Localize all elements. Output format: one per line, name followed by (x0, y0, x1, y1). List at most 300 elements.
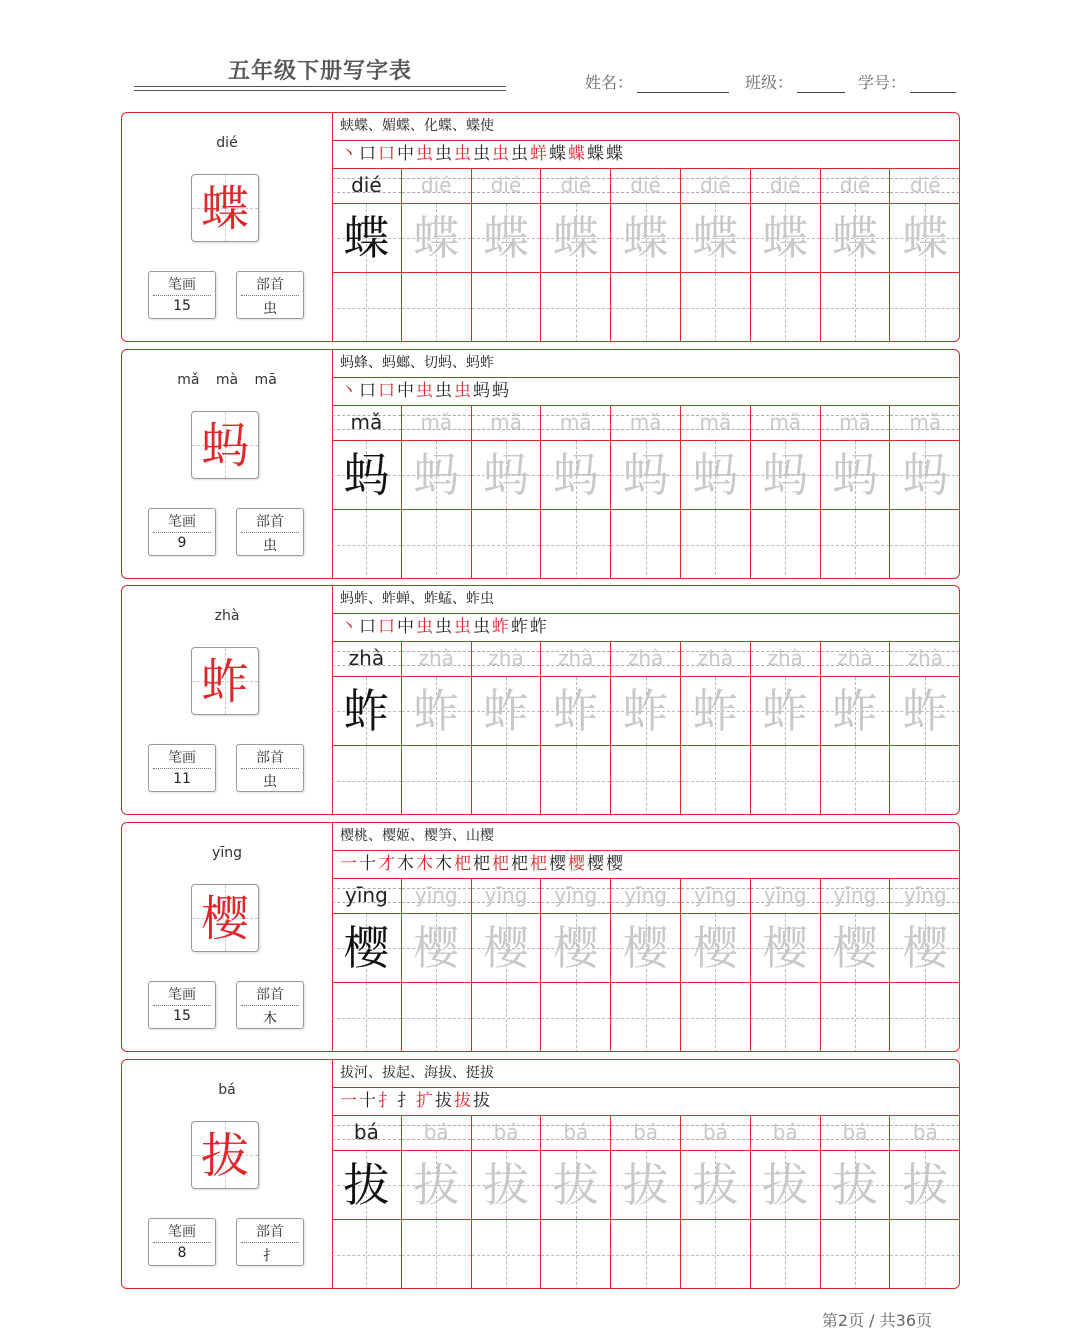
trace-character-cell[interactable] (751, 914, 821, 983)
pinyin-text: bá (772, 1120, 798, 1144)
pinyin-text: mǎ (350, 410, 383, 434)
practice-character: 蚱 (692, 684, 739, 738)
stroke-step: 蛘 (530, 144, 549, 164)
empty-writing-cell[interactable] (751, 746, 821, 815)
empty-writing-cell[interactable] (611, 510, 681, 579)
trace-character-cell[interactable] (611, 914, 681, 983)
pinyin-cell[interactable] (890, 169, 960, 204)
empty-writing-cell[interactable] (751, 1220, 821, 1289)
writing-grid (332, 169, 959, 342)
empty-writing-cell[interactable] (472, 273, 542, 342)
pinyin-cell[interactable] (751, 879, 821, 914)
pinyin-cell[interactable] (751, 406, 821, 441)
trace-character-cell[interactable] (402, 914, 472, 983)
stroke-step: 中 (397, 617, 416, 637)
writing-grid (332, 879, 959, 1052)
empty-writing-cell[interactable] (821, 273, 891, 342)
stroke-step: 樱 (549, 854, 568, 874)
stroke-step: 虫 (454, 144, 473, 164)
stroke-step: 蚂 (492, 381, 511, 401)
trace-character-cell[interactable] (681, 204, 751, 273)
radical-label: 部首 (256, 750, 284, 766)
writing-grid (332, 406, 959, 579)
practice-character: 蚱 (343, 684, 390, 738)
trace-character-cell[interactable] (611, 441, 681, 510)
pinyin-text: dié (700, 173, 731, 197)
pinyin-cell[interactable] (472, 642, 542, 677)
practice-character: 拔 (622, 1158, 669, 1212)
practice-character: 拔 (831, 1158, 878, 1212)
stroke-step: 杷 (530, 854, 549, 874)
worksheet-header (134, 50, 506, 94)
empty-writing-cell[interactable] (472, 983, 542, 1052)
empty-writing-cell[interactable] (681, 983, 751, 1052)
trace-character-cell[interactable] (821, 204, 891, 273)
empty-writing-cell[interactable] (890, 983, 960, 1052)
trace-character-cell[interactable] (890, 204, 960, 273)
empty-writing-cell[interactable] (681, 510, 751, 579)
trace-character-cell[interactable] (821, 441, 891, 510)
pinyin-cell[interactable] (541, 169, 611, 204)
stroke-step: 虫 (435, 144, 454, 164)
character-display-box (191, 174, 259, 242)
pinyin-cell[interactable] (472, 879, 542, 914)
name-blank[interactable] (637, 74, 729, 93)
pinyin-cell[interactable] (681, 879, 751, 914)
character-display: 蚂 (200, 418, 249, 474)
stroke-step: 樱 (606, 854, 625, 874)
stroke-count-box (148, 744, 216, 792)
pinyin-text: yīng (345, 883, 388, 907)
stroke-step: 蝶 (568, 144, 587, 164)
pinyin-cell[interactable] (541, 879, 611, 914)
stroke-count-label: 笔画 (168, 987, 196, 1003)
trace-character-cell[interactable] (402, 1151, 472, 1220)
trace-character-cell[interactable] (472, 914, 542, 983)
empty-writing-cell[interactable] (472, 510, 542, 579)
radical-value: 虫 (263, 774, 277, 790)
model-character-cell[interactable] (332, 677, 402, 746)
empty-writing-cell[interactable] (821, 983, 891, 1052)
practice-area (332, 350, 959, 578)
practice-area (332, 113, 959, 341)
pinyin-cell[interactable] (472, 1116, 542, 1151)
pinyin-text: zhà (627, 646, 664, 670)
pinyin-readings: zhà (214, 608, 240, 624)
stroke-count-value: 8 (177, 1245, 187, 1261)
stroke-step: 蚂 (473, 381, 492, 401)
practice-character: 拔 (762, 1158, 809, 1212)
practice-character: 蚂 (343, 448, 390, 502)
model-character-cell[interactable] (332, 204, 402, 273)
pinyin-cell[interactable] (890, 406, 960, 441)
pinyin-cell[interactable] (751, 169, 821, 204)
stroke-count-label: 笔画 (168, 750, 196, 766)
pinyin-cell[interactable] (541, 406, 611, 441)
empty-writing-cell[interactable] (890, 273, 960, 342)
stroke-count-box (148, 271, 216, 319)
empty-writing-cell[interactable] (332, 273, 402, 342)
pinyin-cell[interactable] (332, 1116, 402, 1151)
trace-character-cell[interactable] (541, 1151, 611, 1220)
student-id-label: 学号： (858, 73, 907, 92)
practice-character: 蚱 (552, 684, 599, 738)
trace-character-cell[interactable] (541, 204, 611, 273)
class-blank[interactable] (797, 74, 845, 93)
radical-box (236, 744, 304, 792)
pinyin-cell[interactable] (890, 642, 960, 677)
character-card (121, 585, 960, 815)
empty-writing-cell[interactable] (541, 510, 611, 579)
trace-character-cell[interactable] (541, 441, 611, 510)
trace-character-cell[interactable] (611, 1151, 681, 1220)
stroke-count-label: 笔画 (168, 1224, 196, 1240)
pinyin-cell[interactable] (890, 1116, 960, 1151)
pinyin-text: mǎ (629, 410, 662, 434)
character-card (121, 822, 960, 1052)
empty-writing-cell[interactable] (332, 1220, 402, 1289)
pinyin-cell[interactable] (821, 642, 891, 677)
stroke-step: 蚱 (492, 617, 511, 637)
empty-writing-cell[interactable] (472, 1220, 542, 1289)
practice-character: 蝶 (343, 211, 390, 265)
empty-writing-cell[interactable] (821, 746, 891, 815)
stroke-step: 木 (435, 854, 454, 874)
stroke-order (332, 613, 959, 642)
empty-writing-cell[interactable] (541, 273, 611, 342)
empty-writing-cell[interactable] (751, 273, 821, 342)
trace-character-cell[interactable] (681, 1151, 751, 1220)
stroke-step: 虫 (416, 144, 435, 164)
practice-character: 拔 (413, 1158, 460, 1212)
pinyin-cell[interactable] (611, 169, 681, 204)
character-card (121, 349, 960, 579)
empty-writing-cell[interactable] (472, 746, 542, 815)
pinyin-cell[interactable] (472, 406, 542, 441)
pinyin-cell[interactable] (472, 169, 542, 204)
empty-writing-cell[interactable] (402, 510, 472, 579)
trace-character-cell[interactable] (611, 677, 681, 746)
trace-character-cell[interactable] (472, 441, 542, 510)
trace-character-cell[interactable] (472, 1151, 542, 1220)
empty-writing-cell[interactable] (890, 510, 960, 579)
stroke-step: 口 (378, 144, 397, 164)
character-display: 蚱 (200, 654, 249, 710)
stroke-step: 杷 (454, 854, 473, 874)
pinyin-cell[interactable] (611, 406, 681, 441)
trace-character-cell[interactable] (472, 677, 542, 746)
class-label: 班级： (745, 73, 794, 92)
pinyin-text: mǎ (699, 410, 732, 434)
pinyin-cell[interactable] (332, 642, 402, 677)
empty-writing-cell[interactable] (890, 1220, 960, 1289)
title-underline (134, 86, 506, 87)
empty-writing-cell[interactable] (541, 746, 611, 815)
practice-character: 拔 (552, 1158, 599, 1212)
pinyin-cell[interactable] (821, 1116, 891, 1151)
pinyin-cell[interactable] (402, 642, 472, 677)
practice-character: 拔 (692, 1158, 739, 1212)
example-words: 樱桃、樱姬、樱笋、山樱 (332, 823, 959, 851)
stroke-count-box (148, 981, 216, 1029)
practice-character: 蚂 (831, 448, 878, 502)
pinyin-cell[interactable] (402, 406, 472, 441)
practice-character: 蚱 (413, 684, 460, 738)
trace-character-cell[interactable] (751, 204, 821, 273)
character-info-panel (122, 350, 333, 578)
stroke-count-box (148, 508, 216, 556)
practice-character: 樱 (902, 921, 949, 975)
empty-writing-cell[interactable] (541, 1220, 611, 1289)
class-field[interactable] (745, 70, 845, 93)
example-words: 蚂蚱、蚱蝉、蚱蜢、蚱虫 (332, 586, 959, 614)
stroke-step: 一 (340, 854, 359, 874)
example-words: 蛱蝶、媚蝶、化蝶、蝶使 (332, 113, 959, 141)
pinyin-readings: dié (216, 135, 238, 151)
practice-character: 樱 (343, 921, 390, 975)
radical-label: 部首 (256, 987, 284, 1003)
empty-writing-cell[interactable] (611, 746, 681, 815)
writing-grid (332, 642, 959, 815)
empty-writing-cell[interactable] (332, 510, 402, 579)
pinyin-text: bá (633, 1120, 659, 1144)
empty-writing-cell[interactable] (890, 746, 960, 815)
pinyin-cell[interactable] (751, 642, 821, 677)
trace-character-cell[interactable] (890, 1151, 960, 1220)
pinyin-cell[interactable] (681, 169, 751, 204)
practice-character: 蚱 (902, 684, 949, 738)
pinyin-text: bá (353, 1120, 379, 1144)
pinyin-cell[interactable] (681, 1116, 751, 1151)
practice-character: 蚂 (902, 448, 949, 502)
stroke-step: 丶 (340, 381, 359, 401)
pinyin-text: zhà (767, 646, 803, 670)
radical-label: 部首 (256, 514, 284, 530)
pinyin-cell[interactable] (751, 1116, 821, 1151)
pinyin-text: yīng (484, 883, 528, 907)
practice-character: 蝶 (902, 211, 949, 265)
radical-value: 虫 (263, 301, 277, 317)
stroke-order (332, 850, 959, 879)
stroke-step: 虫 (473, 617, 492, 637)
practice-character: 蝶 (762, 211, 809, 265)
empty-writing-cell[interactable] (611, 1220, 681, 1289)
model-character-cell[interactable] (332, 441, 402, 510)
trace-character-cell[interactable] (541, 914, 611, 983)
model-character-cell[interactable] (332, 914, 402, 983)
pinyin-text: yīng (833, 883, 877, 907)
trace-character-cell[interactable] (890, 441, 960, 510)
stroke-count-value: 15 (173, 298, 191, 314)
pinyin-text: zhà (348, 646, 385, 670)
pinyin-cell[interactable] (541, 1116, 611, 1151)
empty-writing-cell[interactable] (681, 273, 751, 342)
example-words: 蚂蜂、蚂螂、切蚂、蚂蚱 (332, 350, 959, 378)
name-field[interactable] (585, 70, 729, 93)
empty-writing-cell[interactable] (402, 273, 472, 342)
stroke-count-value: 15 (173, 1008, 191, 1024)
empty-writing-cell[interactable] (332, 983, 402, 1052)
empty-writing-cell[interactable] (751, 510, 821, 579)
pinyin-text: yīng (624, 883, 667, 907)
stroke-step: 蚱 (530, 617, 549, 637)
stroke-step: 丶 (340, 144, 359, 164)
pinyin-cell[interactable] (611, 1116, 681, 1151)
stroke-step: 虫 (435, 381, 454, 401)
pinyin-text: mǎ (769, 410, 802, 434)
empty-writing-cell[interactable] (402, 746, 472, 815)
name-label: 姓名： (585, 73, 634, 92)
practice-character: 樱 (482, 921, 529, 975)
practice-character: 蚱 (831, 684, 878, 738)
stroke-step: 拔 (454, 1091, 473, 1111)
empty-writing-cell[interactable] (611, 983, 681, 1052)
stroke-step: 蝶 (587, 144, 606, 164)
empty-writing-cell[interactable] (821, 1220, 891, 1289)
stroke-step: 十 (359, 854, 378, 874)
pinyin-text: dié (839, 173, 871, 197)
trace-character-cell[interactable] (681, 914, 751, 983)
stroke-step: 蝶 (549, 144, 568, 164)
character-card (121, 112, 960, 342)
trace-character-cell[interactable] (541, 677, 611, 746)
practice-character: 樱 (831, 921, 878, 975)
stroke-step: 口 (378, 617, 397, 637)
empty-writing-cell[interactable] (821, 510, 891, 579)
practice-character: 蝶 (552, 211, 599, 265)
stroke-step: 拔 (473, 1091, 492, 1111)
pinyin-text: zhà (418, 646, 454, 670)
practice-character: 蚂 (482, 448, 529, 502)
trace-character-cell[interactable] (751, 441, 821, 510)
practice-character: 蝶 (831, 211, 878, 265)
pinyin-cell[interactable] (821, 169, 891, 204)
pinyin-cell[interactable] (681, 406, 751, 441)
empty-writing-cell[interactable] (751, 983, 821, 1052)
pinyin-cell[interactable] (611, 879, 681, 914)
character-display-box (191, 411, 259, 479)
pinyin-cell[interactable] (821, 879, 891, 914)
character-display: 蝶 (200, 181, 249, 237)
pinyin-cell[interactable] (402, 879, 472, 914)
pinyin-text: bá (563, 1120, 589, 1144)
pinyin-text: dié (420, 173, 452, 197)
trace-character-cell[interactable] (751, 1151, 821, 1220)
example-words: 拔河、拔起、海拔、挺拔 (332, 1060, 959, 1088)
stroke-step: 扌 (378, 1091, 397, 1111)
practice-character: 蝶 (413, 211, 460, 265)
pinyin-text: zhà (837, 646, 873, 670)
pinyin-text: yīng (414, 883, 458, 907)
stroke-step: 虫 (454, 617, 473, 637)
trace-character-cell[interactable] (890, 914, 960, 983)
pinyin-text: yīng (554, 883, 598, 907)
stroke-step: 口 (378, 381, 397, 401)
stroke-step: 樱 (587, 854, 606, 874)
trace-character-cell[interactable] (681, 441, 751, 510)
stroke-step: 蚱 (511, 617, 530, 637)
stroke-count-value: 9 (177, 535, 187, 551)
pinyin-cell[interactable] (332, 406, 402, 441)
practice-character: 樱 (622, 921, 669, 975)
trace-character-cell[interactable] (890, 677, 960, 746)
student-id-field[interactable] (858, 70, 956, 93)
stroke-count-box (148, 1218, 216, 1266)
pinyin-cell[interactable] (541, 642, 611, 677)
character-display: 樱 (200, 891, 249, 947)
pinyin-cell[interactable] (402, 1116, 472, 1151)
pinyin-cell[interactable] (890, 879, 960, 914)
student-id-blank[interactable] (910, 74, 956, 93)
pinyin-cell[interactable] (402, 169, 472, 204)
practice-character: 拔 (902, 1158, 949, 1212)
practice-character: 樱 (552, 921, 599, 975)
character-display-box (191, 1121, 259, 1189)
trace-character-cell[interactable] (402, 677, 472, 746)
stroke-step: 一 (340, 1091, 359, 1111)
radical-box (236, 508, 304, 556)
empty-writing-cell[interactable] (402, 1220, 472, 1289)
pinyin-text: dié (351, 173, 382, 197)
writing-grid (332, 1116, 959, 1289)
pinyin-cell[interactable] (821, 406, 891, 441)
pinyin-text: yīng (694, 883, 737, 907)
pinyin-cell[interactable] (332, 879, 402, 914)
stroke-step: 扌 (397, 1091, 416, 1111)
practice-character: 拔 (343, 1158, 390, 1212)
trace-character-cell[interactable] (681, 677, 751, 746)
pinyin-cell[interactable] (611, 642, 681, 677)
practice-character: 樱 (692, 921, 739, 975)
character-card (121, 1059, 960, 1289)
trace-character-cell[interactable] (472, 204, 542, 273)
pinyin-text: zhà (907, 646, 943, 670)
pinyin-text: mǎ (839, 410, 871, 434)
empty-writing-cell[interactable] (611, 273, 681, 342)
trace-character-cell[interactable] (611, 204, 681, 273)
character-info-panel (122, 823, 333, 1051)
title-underline-2 (134, 90, 506, 91)
trace-character-cell[interactable] (821, 914, 891, 983)
stroke-step: 口 (359, 381, 378, 401)
character-display-box (191, 647, 259, 715)
empty-writing-cell[interactable] (402, 983, 472, 1052)
practice-character: 蝶 (482, 211, 529, 265)
empty-writing-cell[interactable] (681, 746, 751, 815)
trace-character-cell[interactable] (402, 441, 472, 510)
practice-character: 蚂 (692, 448, 739, 502)
pinyin-text: mǎ (490, 410, 522, 434)
trace-character-cell[interactable] (821, 1151, 891, 1220)
model-character-cell[interactable] (332, 1151, 402, 1220)
pinyin-cell[interactable] (681, 642, 751, 677)
trace-character-cell[interactable] (821, 677, 891, 746)
pinyin-text: mǎ (909, 410, 942, 434)
pinyin-text: zhà (558, 646, 594, 670)
stroke-step: 才 (378, 854, 397, 874)
stroke-step: 虫 (416, 381, 435, 401)
empty-writing-cell[interactable] (681, 1220, 751, 1289)
stroke-step: 拔 (435, 1091, 454, 1111)
practice-character: 蚂 (413, 448, 460, 502)
empty-writing-cell[interactable] (332, 746, 402, 815)
empty-writing-cell[interactable] (541, 983, 611, 1052)
pinyin-cell[interactable] (332, 169, 402, 204)
trace-character-cell[interactable] (751, 677, 821, 746)
pinyin-text: yīng (903, 883, 947, 907)
trace-character-cell[interactable] (402, 204, 472, 273)
pinyin-text: bá (493, 1120, 519, 1144)
